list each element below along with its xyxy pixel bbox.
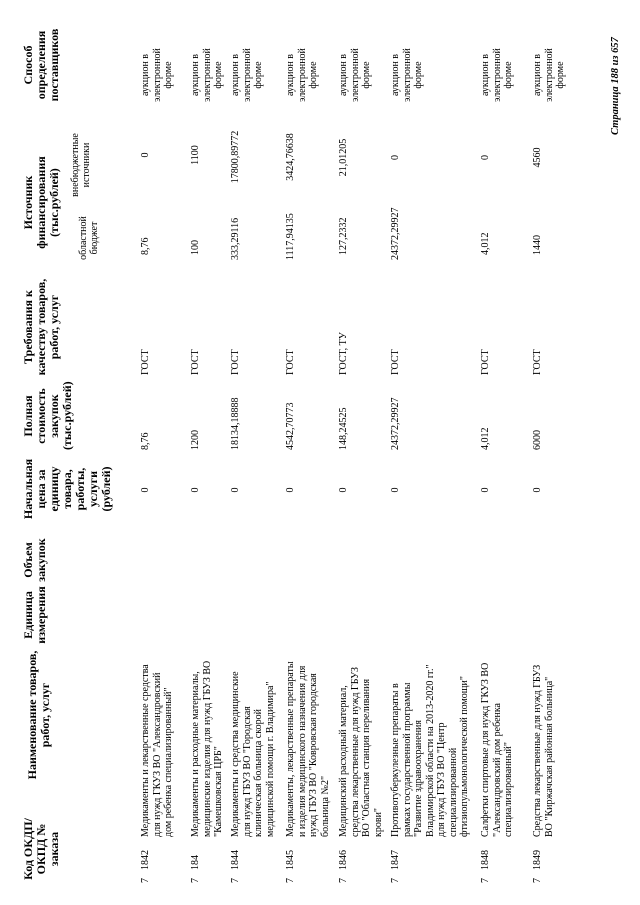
row-method: аукцион в электронной форме [338, 48, 372, 102]
row-regional: 100 [190, 240, 201, 255]
row-regional: 8,76 [140, 237, 151, 255]
row-method: аукцион в электронной форме [140, 48, 174, 102]
row-extra: 17800,89772 [230, 130, 241, 184]
row-code: 7 [285, 878, 296, 883]
row-method: аукцион в электронной форме [190, 48, 224, 102]
row-name: Медикаменты и лекарственные средства для нужд ГКУЗ ВО "Александровский дом ребенка специализированный" [140, 664, 174, 837]
row-extra: 4560 [532, 147, 543, 168]
row-quality: ГОСТ [190, 349, 201, 375]
row-price: 0 [285, 487, 296, 493]
row-extra: 0 [140, 152, 151, 158]
row-extra: 0 [390, 155, 401, 160]
row-number: 1846 [338, 850, 349, 870]
row-quality: ГОСТ [480, 349, 491, 375]
row-quality: ГОСТ [230, 349, 241, 375]
row-number: 1848 [480, 850, 491, 870]
row-method: аукцион в электронной форме [480, 48, 514, 102]
row-name: Медикаменты, лекарственные препараты и изделия медицинского назначения для нужд ГБУЗ ВО "Ковровская городская больница №2" [285, 661, 331, 837]
row-price: 0 [140, 487, 151, 493]
row-number: 1849 [532, 850, 543, 870]
row-code: 7 [390, 878, 401, 883]
row-total: 4542,70773 [285, 402, 296, 450]
row-total: 148,24525 [338, 407, 349, 450]
row-quality: ГОСТ [390, 349, 401, 375]
row-price: 0 [230, 487, 241, 493]
header-total-cost: Полная стоимость закупок (тыс.рублей) [21, 381, 74, 450]
row-extra: 21,01205 [338, 138, 349, 177]
row-total: 4,012 [480, 427, 491, 450]
row-total: 8,76 [140, 432, 151, 450]
row-number: 1842 [140, 850, 151, 870]
row-method: аукцион в электронной форме [230, 48, 264, 102]
row-code: 7 [532, 878, 543, 883]
row-name: Противотуберкулезные препараты в рамках государственной программы "Развитие здравоохранения Владимирской области на 2013-2020 гг." для нужд ГБУЗ ВО "Центр специализированной фтизиопульмонологической помощи" [390, 664, 470, 837]
row-number: 1844 [230, 850, 241, 870]
row-regional: 1117,94135 [285, 213, 296, 260]
row-quality: ГОСТ [532, 349, 543, 375]
row-code: 7 [140, 878, 151, 883]
header-volume: Объем закупок [21, 538, 48, 582]
row-price: 0 [532, 487, 543, 493]
header-method: Способ определения поставщиков [21, 28, 61, 102]
row-price: 0 [390, 487, 401, 493]
row-total: 6000 [532, 430, 543, 450]
row-quality: ГОСТ [140, 349, 151, 375]
header-name: Наименование товаров, работ, услуг [25, 650, 52, 780]
row-extra: 0 [480, 155, 491, 160]
row-method: аукцион в электронной форме [532, 48, 566, 102]
row-code: 7 [480, 878, 491, 883]
header-quality: Требования к качеству товаров, работ, услуг [21, 278, 61, 376]
row-price: 0 [338, 487, 349, 493]
row-quality: ГОСТ, ТУ [338, 332, 349, 375]
row-number: 1847 [390, 850, 401, 870]
header-code: Код ОКДП/ ОКПД № заказа [21, 818, 61, 880]
row-method: аукцион в электронной форме [285, 48, 319, 102]
row-total: 1200 [190, 430, 201, 450]
row-regional: 4,012 [480, 232, 491, 255]
row-name: Медикаменты и расходные материалы, медицинские изделия для нужд ГБУЗ ВО "Камешковская ЦРБ" [190, 660, 224, 837]
row-code: 7 [338, 878, 349, 883]
row-regional: 127,2332 [338, 217, 349, 255]
row-name: Медицинский расходный материал, средства лекарственные для нужд ГБУЗ ВО "Областная станция переливания крови" [338, 666, 384, 837]
row-name: Салфетки спиртовые для нужд ГКУЗ ВО "Александровский дом ребенка специализированный" [480, 662, 514, 837]
row-method: аукцион в электронной форме [390, 48, 424, 102]
header-unit: Единица измерения [21, 586, 48, 644]
page-number: Страница 188 из 657 [610, 37, 621, 135]
header-unit-price: Начальная цена за единицу товара, работы, услуги (рублей) [21, 458, 113, 520]
row-code: 7 [190, 878, 201, 883]
header-funding-extra: внебюджетные источники [70, 133, 92, 197]
header-funding: Источник финансирования (тыс.рублей) [21, 156, 61, 249]
row-total: 24372,29927 [390, 397, 401, 450]
row-extra: 3424,76638 [285, 133, 296, 181]
row-name: Средства лекарственные для нужд ГБУЗ ВО "Киржачская районная больница" [532, 664, 555, 837]
row-extra: 1100 [190, 145, 201, 165]
row-regional: 333,29116 [230, 217, 241, 260]
row-total: 18134,18888 [230, 397, 241, 450]
row-name: Медикаменты и средства медицинские для нужд ГБУЗ ВО "Городская клиническая больница скорой медицинской помощи г. Владимира" [230, 671, 276, 837]
row-regional: 1440 [532, 235, 543, 255]
row-number: 184 [190, 855, 201, 870]
row-price: 0 [190, 487, 201, 493]
row-quality: ГОСТ [285, 349, 296, 375]
header-funding-regional: областной бюджет [78, 216, 100, 260]
row-code: 7 [230, 878, 241, 883]
row-price: 0 [480, 487, 491, 493]
row-regional: 24372,29927 [390, 207, 401, 260]
row-number: 1845 [285, 850, 296, 870]
